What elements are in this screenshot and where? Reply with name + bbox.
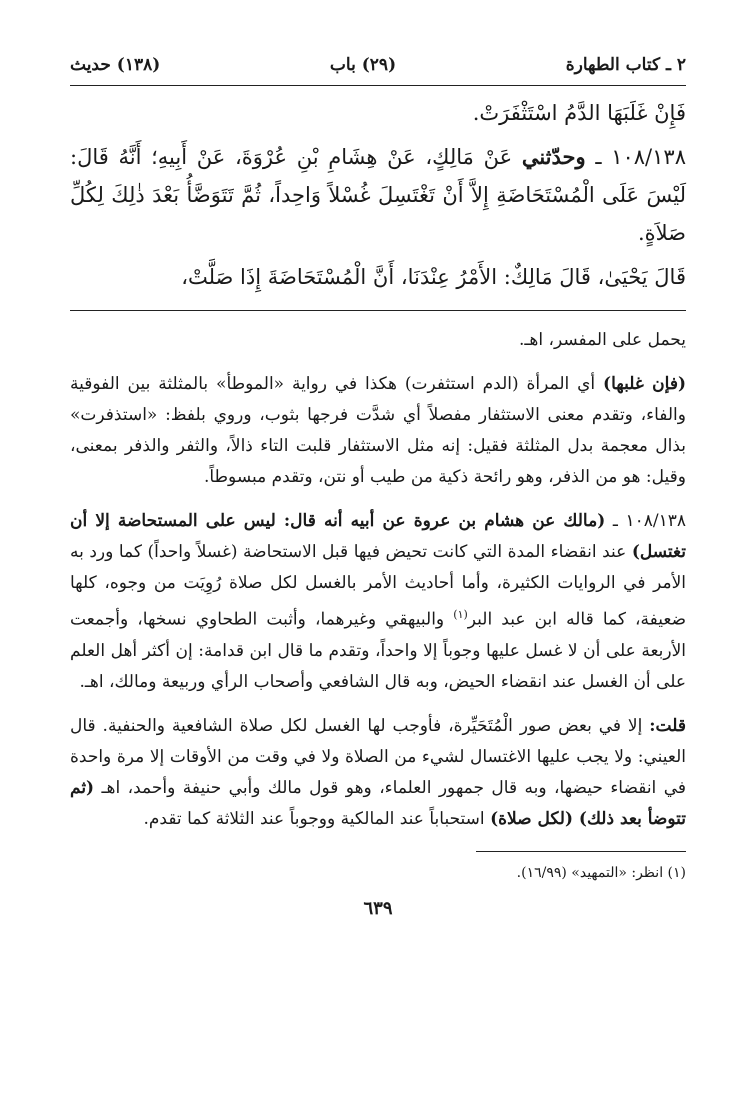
footnote: (١) انظر: «التمهيد» (١٦/٩٩). xyxy=(516,864,686,881)
page-number: ٦٣٩ xyxy=(363,897,393,919)
commentary-text: أي المرأة (الدم استثفرت) هكذا في رواية «الموطأ» بالمثلثة بين الفوقية والفاء، وتقدم معنى الاستثفار مفصلاً أي شدَّت فرجها بثوب، وروي بلفظ: «استذفرت» بذال معجمة بدل المثلثة فقيل: إنه مثل الاستثفار قلبت التاء ذالاً، والثفر والذفر بمعنى، وقيل: هو من الذفر، وهو رائحة ذكية من طيب أو نتن، وتقدم مبسوطاً. xyxy=(70,374,686,487)
commentary-lemma: (فإن غلبها) xyxy=(603,374,686,394)
commentary-block xyxy=(70,325,686,835)
header-chapter: (٢٩) باب xyxy=(329,55,397,75)
commentary-para-2 xyxy=(70,369,686,493)
commentary-lemma: (ثم تتوضأ بعد ذلك) (لكل صلاة) xyxy=(70,777,686,829)
hadith-lead-word: وحدّثني xyxy=(521,144,586,169)
running-header xyxy=(70,55,686,83)
footnote-reference[interactable]: (١) xyxy=(453,608,468,621)
matn-hadith xyxy=(70,138,686,252)
hadith-number: ١٠٨/١٣٨ ـ xyxy=(595,145,686,169)
commentary-hadith-number: ١٠٨/١٣٨ ـ xyxy=(612,511,687,531)
header-hadith-number: (١٣٨) حديث xyxy=(70,55,161,75)
header-book-title: ٢ ـ كتاب الطهارة xyxy=(565,55,686,75)
book-page xyxy=(70,55,686,919)
commentary-para-1: يحمل على المفسر، اهـ. xyxy=(519,330,686,350)
hadith-text-block xyxy=(70,94,686,296)
header-rule xyxy=(70,85,686,86)
commentary-lemma: (مالك عن هشام بن عروة عن أبيه أنه قال: ليس على المستحاضة إلا أن تغتسل) xyxy=(70,511,686,562)
footnote-rule xyxy=(476,851,686,852)
matn-commentary-divider xyxy=(70,310,686,311)
commentary-text: والبيهقي وغيرهما، وأثبت الطحاوي نسخها، وأجمعت الأربعة على أن لا غسل عليها وجوباً إلا واحداً، وتقدم ما قال ابن قدامة: إن أكثر أهل العلم على أن الغسل عند انقضاء الحيض، وبه قال الشافعي وأصحاب الرأي وربيعة ومالك، اهـ. xyxy=(70,609,686,692)
commentary-para-3 xyxy=(70,506,686,698)
commentary-para-4 xyxy=(70,711,686,835)
commentary-lemma: قلت: xyxy=(649,715,686,736)
hadith-body: عَنْ مَالِكٍ، عَنْ هِشَامِ بْنِ عُرْوَةَ، عَنْ أَبِيهِ؛ أَنَّهُ قَالَ: لَيْسَ عَلَى الْمُسْتَحَاضَةِ إِلاَّ أَنْ تَغْتَسِلَ غُسْلاً وَاحِداً، ثُمَّ تَتَوَضَّأُ بَعْدَ ذٰلِكَ لِكُلِّ صَلاَةٍ. xyxy=(70,145,686,245)
commentary-text: استحباباً عند المالكية ووجوباً عند الثلاثة كما تقدم. xyxy=(143,808,485,829)
matn-carryover: فَإِنْ غَلَبَهَا الدَّمُ اسْتَثْفَرَتْ. xyxy=(472,101,686,125)
commentary-text: عند انقضاء المدة التي كانت تحيض فيها قبل الاستحاضة (غسلاً واحداً) كما ورد به الأمر في الروايات الكثيرة، وأما أحاديث الأمر بالغسل لكل صلاة رُوِيَت من وجوه، كلها ضعيفة، كما قاله ابن عبد البر xyxy=(70,542,687,630)
matn-malik-statement: قَالَ يَحْيَىٰ، قَالَ مَالِكٌ: الأَمْرُ عِنْدَنَا، أَنَّ الْمُسْتَحَاضَةَ إِذَا صَلَّتْ، xyxy=(181,265,686,289)
commentary-text: إلا في بعض صور الْمُتَحَيِّرة، فأوجب لها الغسل لكل صلاة الشافعية والحنفية. قال العيني: ولا يجب عليها الاغتسال لشيء من الصلاة ولا في وقت من الأوقات إلا مرة واحدة في انقضاء حيضها، وبه قال جمهور العلماء، وهو قول مالك وأبي حنيفة وأحمد، اهـ xyxy=(70,715,687,798)
